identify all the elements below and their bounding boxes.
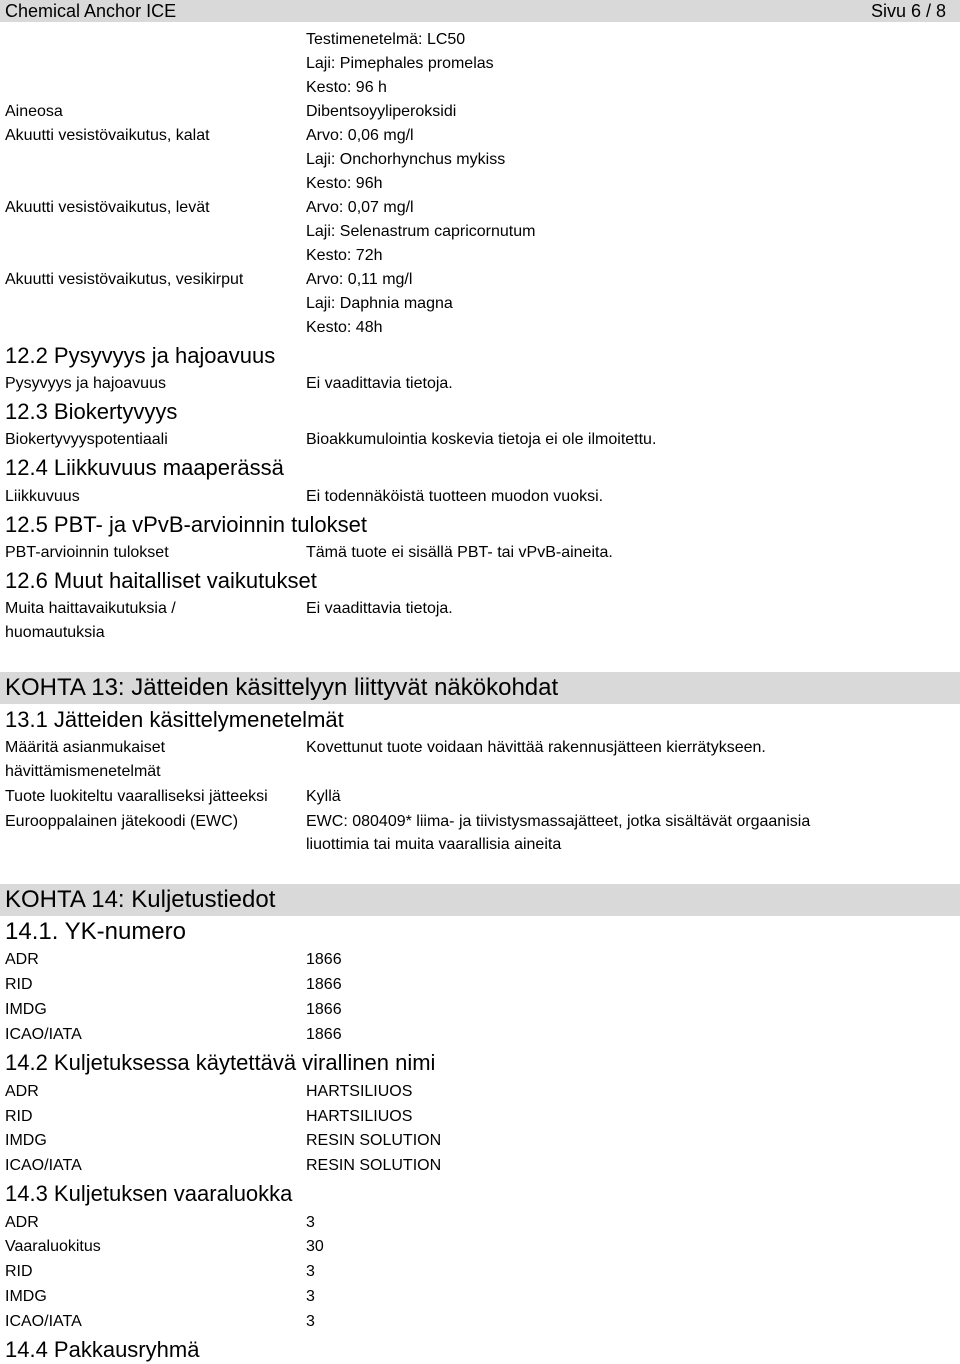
section-12-2-label: Pysyvyys ja hajoavuus <box>5 375 166 392</box>
shipping-name-adr-label: ADR <box>5 1083 39 1100</box>
shipping-name-imdg-value: RESIN SOLUTION <box>306 1132 442 1149</box>
un-number-rid-label: RID <box>5 976 33 993</box>
daphnia-species: Laji: Daphnia magna <box>306 295 453 312</box>
section-13-1-heading: 13.1 Jätteiden käsittelymenetelmät <box>5 707 344 732</box>
section-12-6-value: Ei vaadittavia tietoja. <box>306 600 453 617</box>
hazard-class-imdg-label: IMDG <box>5 1288 47 1305</box>
disposal-methods-value: Kovettunut tuote voidaan hävittää rakennusjätteen kierrätykseen. <box>306 739 766 756</box>
algae-value: Arvo: 0,07 mg/l <box>306 199 414 216</box>
hazard-class-icao-label: ICAO/IATA <box>5 1313 82 1330</box>
hazard-class-imdg-value: 3 <box>306 1288 315 1305</box>
section-14-2-heading: 14.2 Kuljetuksessa käytettävä virallinen nimi <box>5 1050 436 1075</box>
shipping-name-adr-value: HARTSILIUOS <box>306 1083 413 1100</box>
section-12-4-label: Liikkuvuus <box>5 488 80 505</box>
un-number-icao-label: ICAO/IATA <box>5 1026 82 1043</box>
algae-label: Akuutti vesistövaikutus, levät <box>5 199 210 216</box>
section-12-5-heading: 12.5 PBT- ja vPvB-arvioinnin tulokset <box>5 512 367 537</box>
daphnia-label: Akuutti vesistövaikutus, vesikirput <box>5 271 244 288</box>
section-13-title: KOHTA 13: Jätteiden käsittelyyn liittyvät näkökohdat <box>5 674 559 701</box>
ewc-code-label: Eurooppalainen jätekoodi (EWC) <box>5 813 239 830</box>
section-14-title: KOHTA 14: Kuljetustiedot <box>5 886 276 913</box>
un-number-imdg-value: 1866 <box>306 1001 342 1018</box>
section-12-3-heading: 12.3 Biokertyvyys <box>5 399 178 424</box>
algae-species: Laji: Selenastrum capricornutum <box>306 223 536 240</box>
section-12-4-value: Ei todennäköistä tuotteen muodon vuoksi. <box>306 488 604 505</box>
daphnia-value: Arvo: 0,11 mg/l <box>306 271 413 288</box>
aineosa-value: Dibentsoyyliperoksidi <box>306 103 457 120</box>
hazard-class-adr-value: 3 <box>306 1214 315 1231</box>
test-species: Laji: Pimephales promelas <box>306 55 494 72</box>
ewc-code-value-line1: EWC: 080409* liima- ja tiivistysmassajätteet, jotka sisältävät orgaanisia <box>306 813 811 830</box>
un-number-imdg-label: IMDG <box>5 1001 47 1018</box>
section-14-1-heading: 14.1. YK-numero <box>5 918 186 945</box>
fish-duration: Kesto: 96h <box>306 175 383 192</box>
disposal-methods-label-line2: hävittämismenetelmät <box>5 763 161 780</box>
section-14-3-heading: 14.3 Kuljetuksen vaaraluokka <box>5 1181 293 1206</box>
section-14-4-heading: 14.4 Pakkausryhmä <box>5 1337 200 1362</box>
section-12-6-label-line1: Muita haittavaikutuksia / <box>5 600 176 617</box>
section-12-2-heading: 12.2 Pysyvyys ja hajoavuus <box>5 343 276 368</box>
ewc-code-value-line2: liuottimia tai muita vaarallisia aineita <box>306 836 562 853</box>
hazard-class-icao-value: 3 <box>306 1313 315 1330</box>
shipping-name-imdg-label: IMDG <box>5 1132 47 1149</box>
section-12-6-label-line2: huomautuksia <box>5 624 105 641</box>
hazard-classification-label: Vaaraluokitus <box>5 1238 101 1255</box>
page-header <box>0 0 960 22</box>
disposal-methods-label-line1: Määritä asianmukaiset <box>5 739 166 756</box>
hazardous-waste-label: Tuote luokiteltu vaaralliseksi jätteeksi <box>5 788 268 805</box>
fish-species: Laji: Onchorhynchus mykiss <box>306 151 506 168</box>
shipping-name-icao-value: RESIN SOLUTION <box>306 1157 442 1174</box>
un-number-icao-value: 1866 <box>306 1026 342 1043</box>
hazard-class-rid-value: 3 <box>306 1263 315 1280</box>
shipping-name-rid-value: HARTSILIUOS <box>306 1108 413 1125</box>
hazard-class-rid-label: RID <box>5 1263 33 1280</box>
section-12-4-heading: 12.4 Liikkuvuus maaperässä <box>5 455 284 480</box>
section-12-5-label: PBT-arvioinnin tulokset <box>5 544 169 561</box>
section-12-3-label: Biokertyvyyspotentiaali <box>5 431 168 448</box>
fish-label: Akuutti vesistövaikutus, kalat <box>5 127 210 144</box>
aineosa-label: Aineosa <box>5 103 63 120</box>
section-12-5-value: Tämä tuote ei sisällä PBT- tai vPvB-aineita. <box>306 544 613 561</box>
hazard-class-adr-label: ADR <box>5 1214 39 1231</box>
section-13-banner <box>0 672 960 704</box>
document-title: Chemical Anchor ICE <box>5 1 177 21</box>
section-12-3-value: Bioakkumulointia koskevia tietoja ei ole ilmoitettu. <box>306 431 657 448</box>
page-number: Sivu 6 / 8 <box>870 1 946 21</box>
test-duration: Kesto: 96 h <box>306 79 387 96</box>
algae-duration: Kesto: 72h <box>306 247 383 264</box>
shipping-name-icao-label: ICAO/IATA <box>5 1157 82 1174</box>
hazardous-waste-value: Kyllä <box>306 788 341 805</box>
fish-value: Arvo: 0,06 mg/l <box>306 127 414 144</box>
un-number-adr-label: ADR <box>5 951 39 968</box>
un-number-adr-value: 1866 <box>306 951 342 968</box>
section-12-2-value: Ei vaadittavia tietoja. <box>306 375 453 392</box>
daphnia-duration: Kesto: 48h <box>306 319 383 336</box>
hazard-classification-value: 30 <box>306 1238 324 1255</box>
section-12-6-heading: 12.6 Muut haitalliset vaikutukset <box>5 568 317 593</box>
section-14-banner <box>0 884 960 916</box>
un-number-rid-value: 1866 <box>306 976 342 993</box>
test-method: Testimenetelmä: LC50 <box>306 31 466 48</box>
shipping-name-rid-label: RID <box>5 1108 33 1125</box>
